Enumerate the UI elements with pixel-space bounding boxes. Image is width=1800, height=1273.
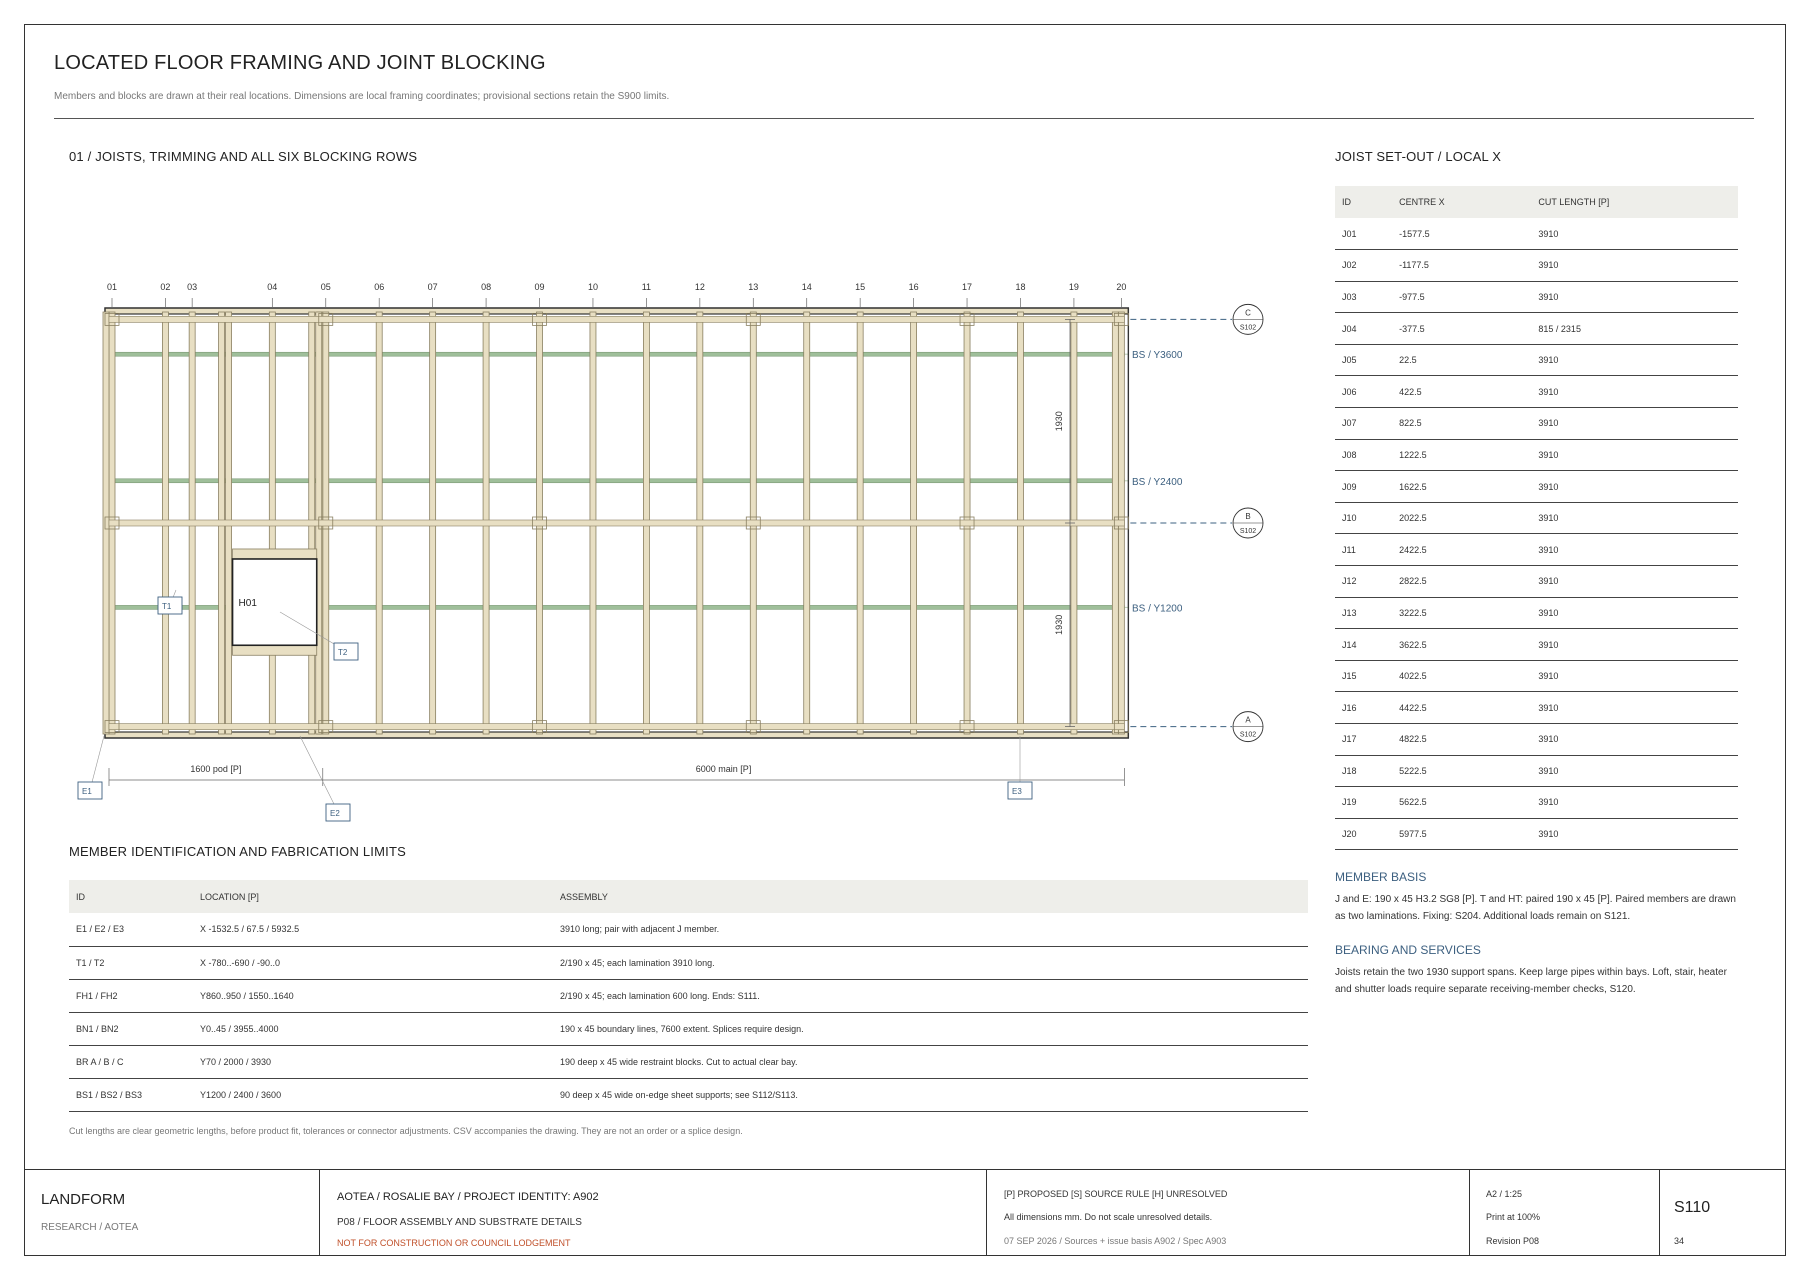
member-table-row [69,1078,1308,1111]
vertical-dimension-text: 1930 [1054,614,1064,635]
joist-label: 20 [1116,282,1127,292]
joist-table-cell: 3910 [1531,629,1738,661]
print-note: Print at 100% [1486,1212,1541,1222]
framing-plan [0,0,1320,840]
joist-table-cell: 3910 [1531,250,1738,282]
joist-table-cell: 3910 [1531,692,1738,724]
member-table-col-header: LOCATION [P] [193,880,553,913]
tag-leader [300,736,338,812]
member-table-row [69,979,1308,1012]
joist-table-cell: J10 [1335,502,1392,534]
sheet-support-row [109,352,1124,356]
joist-label: 12 [694,282,705,292]
joist-table-row [1335,787,1738,819]
member-tag-label: T1 [162,602,172,611]
joist-table-row [1335,250,1738,282]
joist-table-cell: J11 [1335,534,1392,566]
tb-sheet-cell [1660,1170,1785,1256]
joist-table-cell: J07 [1335,408,1392,440]
member-table-cell: BR A / B / C [69,1045,193,1078]
member-table-cell: T1 / T2 [69,946,193,979]
boundary-member-bottom [105,732,1128,738]
issue-date: 07 SEP 2026 / Sources + issue basis A902 / Spec A903 [1004,1236,1227,1246]
header-trimmer [233,645,317,655]
joist-table-cell: J18 [1335,755,1392,787]
joist-table-cell: J02 [1335,250,1392,282]
sheet-support-label: BS / Y1200 [1132,603,1183,615]
joist [269,647,275,734]
member-table-row [69,1045,1308,1078]
joist-table-row [1335,408,1738,440]
member-table-row [69,913,1308,946]
edge-member [103,312,109,734]
member-basis-heading: MEMBER BASIS [1335,870,1427,884]
joist-table-cell: -1577.5 [1392,218,1531,250]
page-subtitle: Members and blocks are drawn at their real locations. Dimensions are local framing coordinates; provisional sections retain the S900 limits. [54,91,670,102]
joist-table-cell: 815 / 2315 [1531,313,1738,345]
joist-table-col-header: CUT LENGTH [P] [1531,186,1738,218]
joist-table-cell: 3910 [1531,755,1738,787]
joist-label: 10 [587,282,598,292]
member-id-table [69,880,1308,1112]
joist-label: 04 [267,282,278,292]
bearing-text: Joists retain the two 1930 support spans. Keep large pipes within bays. Loft, stair, heater and shutter loads require separate receiving-member checks, S120. [1335,967,1727,995]
joist-label: 17 [962,282,973,292]
joist-table-row [1335,376,1738,408]
joist-table-cell: J13 [1335,597,1392,629]
firm-sub: RESEARCH / AOTEA [41,1222,139,1233]
member-table-cell: 3910 long; pair with adjacent J member. [553,913,1308,946]
joist-table-row [1335,724,1738,756]
joist-table-row [1335,755,1738,787]
joist-table-row [1335,218,1738,250]
member-table-cell: FH1 / FH2 [69,979,193,1012]
project-name: AOTEA / ROSALIE BAY / PROJECT IDENTITY: A902 [337,1191,599,1203]
member-table-col-header: ASSEMBLY [553,880,1308,913]
joist-label: 15 [855,282,866,292]
joist-table-cell: 22.5 [1392,344,1531,376]
member-table-heading: MEMBER IDENTIFICATION AND FABRICATION LIMITS [69,844,406,859]
joist-table-row [1335,439,1738,471]
joist-label: 14 [801,282,812,292]
joist-table-cell: 3910 [1531,787,1738,819]
member-table-cell: Y1200 / 2400 / 3600 [193,1078,553,1111]
member-table-col-header: ID [69,880,193,913]
status-legend: [P] PROPOSED [S] SOURCE RULE [H] UNRESOLVED [1004,1189,1228,1199]
opening-label: H01 [238,598,257,610]
boundary-member-top [105,308,1128,314]
horizontal-dimension-text: 6000 main [P] [695,764,752,774]
member-table-cell: E1 / E2 / E3 [69,913,193,946]
joist-table-cell: J09 [1335,471,1392,503]
joist-table-cell: 5222.5 [1392,755,1531,787]
sheet-number: S110 [1674,1199,1711,1216]
joist-table-cell: -377.5 [1392,313,1531,345]
grid-letter: B [1245,512,1251,521]
firm-name: LANDFORM [41,1191,126,1208]
joist-table-col-header: CENTRE X [1392,186,1531,218]
joist-table-row [1335,471,1738,503]
joist-table-cell: J05 [1335,344,1392,376]
bearing-heading: BEARING AND SERVICES [1335,943,1481,957]
page-number: 34 [1674,1236,1685,1246]
joist-table-cell: 3910 [1531,534,1738,566]
joist-table-cell: 3910 [1531,281,1738,313]
sheet-size-scale: A2 / 1:25 [1486,1189,1523,1199]
member-tag-label: T2 [338,648,348,657]
joist-label: 02 [160,282,171,292]
grid-letter: A [1245,715,1251,725]
horizontal-dimension-text: 1600 pod [P] [190,764,242,774]
joist-table-cell: -1177.5 [1392,250,1531,282]
joist-table-cell: 5622.5 [1392,787,1531,819]
joist-table-col-header: ID [1335,186,1392,218]
restraint-block-row [109,724,1124,730]
package-name: P08 / FLOOR ASSEMBLY AND SUBSTRATE DETAILS [337,1217,582,1228]
joist-table-heading: JOIST SET-OUT / LOCAL X [1335,149,1502,164]
joist-label: 13 [748,282,759,292]
page-title: LOCATED FLOOR FRAMING AND JOINT BLOCKING [54,52,546,74]
joist-table-cell: 822.5 [1392,408,1531,440]
joist-label: 07 [427,282,438,292]
joist-table-cell: J12 [1335,566,1392,598]
joist-label: 06 [374,282,385,292]
joist-table-row [1335,692,1738,724]
joist-table-cell: 3910 [1531,218,1738,250]
joist-table-cell: J14 [1335,629,1392,661]
joist-table-cell: 3622.5 [1392,629,1531,661]
joist-label: 08 [481,282,492,292]
member-table-row [69,1012,1308,1045]
joist-table-cell: 1222.5 [1392,439,1531,471]
member-table-cell: Y0..45 / 3955..4000 [193,1012,553,1045]
joist-table-cell: J20 [1335,818,1392,850]
joist-table-cell: 4022.5 [1392,660,1531,692]
joist-table-cell: 2422.5 [1392,534,1531,566]
member-tag-label: E3 [1012,787,1022,796]
joist-table-cell: 3910 [1531,818,1738,850]
member-table-cell: 2/190 x 45; each lamination 3910 long. [553,946,1308,979]
title-block [24,1169,1786,1256]
joist-table-cell: 3910 [1531,376,1738,408]
joist-table-cell: 3910 [1531,502,1738,534]
member-table-cell: 190 x 45 boundary lines, 7600 extent. Splices require design. [553,1012,1308,1045]
member-table-cell: Y70 / 2000 / 3930 [193,1045,553,1078]
joist-label: 01 [106,282,118,292]
member-tag-label: E2 [330,809,340,818]
joist-table-cell: 3910 [1531,566,1738,598]
joist-label: 05 [320,282,331,292]
tb-firm-cell [24,1170,320,1256]
member-table-row [69,946,1308,979]
joist-table-cell: 3910 [1531,471,1738,503]
tb-legend-cell [987,1170,1470,1256]
joist-table-row [1335,281,1738,313]
grid-ref: S102 [1239,324,1257,332]
joist-table-cell: J16 [1335,692,1392,724]
joist-table-cell: J08 [1335,439,1392,471]
cut-length-note: Cut lengths are clear geometric lengths, before product fit, tolerances or connector adjustments. CSV accompanies the drawing. They are not an order or a splice design. [69,1126,743,1136]
joist-label: 03 [187,282,198,292]
grid-ref: S102 [1239,731,1257,739]
joist-table-cell: 3910 [1531,408,1738,440]
member-table-cell: 190 deep x 45 wide restraint blocks. Cut to actual clear bay. [553,1045,1308,1078]
joist-label: 11 [641,282,652,292]
grid-ref: S102 [1239,528,1257,535]
member-table-cell: Y860..950 / 1550..1640 [193,979,553,1012]
joist-table-cell: J06 [1335,376,1392,408]
plan-heading: 01 / JOISTS, TRIMMING AND ALL SIX BLOCKING ROWS [69,149,418,164]
vertical-dimension-text: 1930 [1054,411,1064,432]
joist-table-cell: J19 [1335,787,1392,819]
member-table-cell: BN1 / BN2 [69,1012,193,1045]
joist-table-row [1335,660,1738,692]
joist-label: 16 [908,282,919,292]
not-for-construction-warning: NOT FOR CONSTRUCTION OR COUNCIL LODGEMENT [337,1238,571,1248]
dimensions-note: All dimensions mm. Do not scale unresolved details. [1004,1212,1213,1222]
joist-table-cell: 2022.5 [1392,502,1531,534]
joist-label: 19 [1068,282,1079,292]
joist-table-row [1335,818,1738,850]
joist-table-cell: 5977.5 [1392,818,1531,850]
joist-table-row [1335,629,1738,661]
joist-table-cell: 3222.5 [1392,597,1531,629]
joist-table-row [1335,344,1738,376]
sheet-support-label: BS / Y3600 [1132,350,1183,362]
joist-table-cell: 3910 [1531,344,1738,376]
header-trimmer [233,549,317,559]
joist-table-cell: J03 [1335,281,1392,313]
joist-table-cell: 3910 [1531,439,1738,471]
restraint-block-row [109,316,1124,322]
joist-table-row [1335,502,1738,534]
member-table-cell: BS1 / BS2 / BS3 [69,1078,193,1111]
joist-table-cell: 1622.5 [1392,471,1531,503]
joist-table-cell: 422.5 [1392,376,1531,408]
restraint-block-row [109,520,1124,526]
joist-table-cell: 4422.5 [1392,692,1531,724]
member-table-cell: X -1532.5 / 67.5 / 5932.5 [193,913,553,946]
joist-setout-table [1335,186,1738,850]
joist-table-row [1335,597,1738,629]
revision: Revision P08 [1486,1236,1540,1246]
member-table-cell: 90 deep x 45 wide on-edge sheet supports; see S112/S113. [553,1078,1308,1111]
joist-label: 18 [1015,282,1026,292]
joist-table-cell: -977.5 [1392,281,1531,313]
joist-table-cell: J15 [1335,660,1392,692]
joist-table-cell: 3910 [1531,660,1738,692]
sheet-support-row [109,479,1124,483]
sheet-support-label: BS / Y2400 [1132,476,1183,488]
grid-letter: C [1245,308,1251,318]
joist-table-row [1335,566,1738,598]
member-table-cell: X -780..-690 / -90..0 [193,946,553,979]
joist-table-row [1335,313,1738,345]
joist-table-cell: J01 [1335,218,1392,250]
joist-table-cell: 2822.5 [1392,566,1531,598]
joist-table-cell: J04 [1335,313,1392,345]
joist-label: 09 [534,282,545,292]
tb-project-cell [320,1170,987,1256]
joist-table-cell: 3910 [1531,597,1738,629]
joist-table-cell: J17 [1335,724,1392,756]
member-basis-text: J and E: 190 x 45 H3.2 SG8 [P]. T and HT: paired 190 x 45 [P]. Paired members are drawn as two laminations. Fixing: S204. Additional loads remain on S121. [1335,894,1736,922]
joist-table-row [1335,534,1738,566]
tb-scale-cell [1470,1170,1660,1256]
member-tag-label: E1 [82,787,92,796]
member-table-cell: 2/190 x 45; each lamination 600 long. Ends: S111. [553,979,1308,1012]
joist-table-cell: 3910 [1531,724,1738,756]
joist-table-cell: 4822.5 [1392,724,1531,756]
